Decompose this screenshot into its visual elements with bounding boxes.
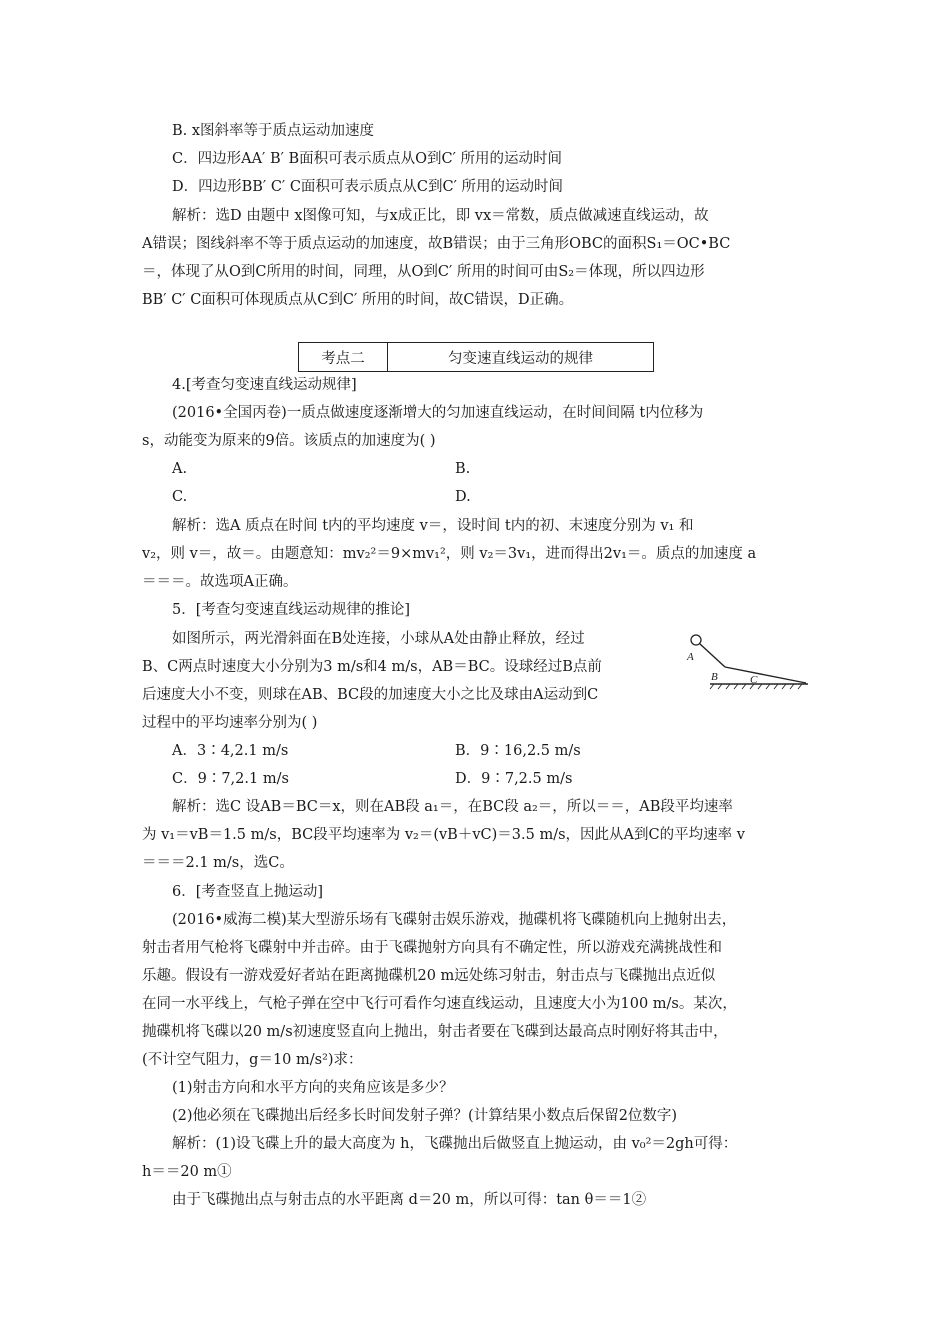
section-heading-box: [298, 342, 654, 372]
analysis-line: 解析：选A 质点在时间 t内的平均速度 v＝，设时间 t内的初、末速度分别为 v₁ 和: [172, 518, 694, 534]
analysis-line: 由于飞碟抛出点与射击点的水平距离 d＝20 m，所以可得：tan θ＝＝1②: [172, 1192, 647, 1208]
analysis-line: BB′ C′ C面积可体现质点从C到C′ 所用的时间，故C错误，D正确。: [142, 292, 574, 308]
question-stem: (不计空气阻力，g＝10 m/s²)求：: [142, 1052, 363, 1068]
sub-question-1: (1)射击方向和水平方向的夹角应该是多少？: [172, 1080, 454, 1096]
question-stem: 抛碟机将飞碟以20 m/s初速度竖直向上抛出，射击者要在飞碟到达最高点时刚好将其击中，: [142, 1024, 728, 1040]
option-d: D．9∶7,2.5 m/s: [455, 771, 573, 787]
question-stem: (2016•威海二模)某大型游乐场有飞碟射击娱乐游戏，抛碟机将飞碟随机向上抛射出去，: [172, 912, 737, 928]
option-d: D.: [455, 489, 471, 505]
question-stem: (2016•全国丙卷)一质点做速度逐渐增大的匀加速直线运动，在时间间隔 t内位移为: [172, 405, 704, 421]
incline-ab: [700, 644, 725, 667]
section-title: 匀变速直线运动的规律: [448, 350, 593, 367]
section-label: 考点二: [299, 343, 388, 371]
question-tag: 5．[考查匀变速直线运动规律的推论]: [172, 602, 411, 618]
incline-bc: [725, 667, 806, 683]
question-stem: B、C两点时速度大小分别为3 m/s和4 m/s，AB＝BC。设球经过B点前: [142, 659, 602, 675]
option-b: B.: [455, 461, 471, 477]
analysis-line: 解析：(1)设飞碟上升的最大高度为 h，飞碟抛出后做竖直上抛运动，由 v₀²＝2gh可得：: [172, 1136, 738, 1152]
question-tag: 6．[考查竖直上抛运动]: [172, 884, 324, 900]
question-stem: 过程中的平均速率分别为( ): [142, 715, 318, 731]
question-stem: 乐趣。假设有一游戏爱好者站在距离抛碟机20 m远处练习射击，射击点与飞碟抛出点近似: [142, 968, 716, 984]
question-stem: 后速度大小不变，则球在AB、BC段的加速度大小之比及球由A运动到C: [142, 687, 599, 703]
question-stem: 如图所示，两光滑斜面在B处连接，小球从A处由静止释放，经过: [172, 631, 585, 647]
label-a: A: [687, 651, 694, 663]
option-a: A.: [172, 461, 188, 477]
question-tag: 4.[考查匀变速直线运动规律]: [172, 377, 357, 393]
sub-question-2: (2)他必须在飞碟抛出后经多长时间发射子弹？(计算结果小数点后保留2位数字): [172, 1108, 678, 1124]
option-b: B．9∶16,2.5 m/s: [455, 743, 581, 759]
incline-figure: [680, 628, 810, 690]
question-stem: 射击者用气枪将飞碟射中并击碎。由于飞碟抛射方向具有不确定性，所以游戏充满挑战性和: [142, 940, 722, 956]
option-c: C．四边形AA′ B′ B面积可表示质点从O到C′ 所用的运动时间: [172, 151, 563, 167]
option-c: C．9∶7,2.1 m/s: [172, 771, 289, 787]
option-d: D．四边形BB′ C′ C面积可表示质点从C到C′ 所用的运动时间: [172, 179, 564, 195]
analysis-line: A错误；图线斜率不等于质点运动的加速度，故B错误；由于三角形OBC的面积S₁＝OC•BC: [142, 236, 731, 252]
label-c: C: [750, 674, 758, 686]
analysis-line: ＝＝＝2.1 m/s，选C。: [142, 855, 294, 871]
analysis-line: ＝＝＝。故选项A正确。: [142, 574, 298, 590]
analysis-line: v₂，则 v＝，故＝。由题意知：mv₂²＝9×mv₁²，则 v₂＝3v₁，进而得出2v₁＝。质点的加速度 a: [142, 546, 757, 562]
analysis-line: 解析：选D 由题中 x图像可知，与x成正比，即 vx＝常数，质点做减速直线运动，故: [172, 208, 709, 224]
option-c: C.: [172, 489, 188, 505]
question-stem: 在同一水平线上，气枪子弹在空中飞行可看作匀速直线运动，且速度大小为100 m/s。某次，: [142, 996, 737, 1012]
option-a: A．3∶4,2.1 m/s: [172, 743, 289, 759]
option-b: B. x图斜率等于质点运动加速度: [172, 123, 375, 139]
label-b: B: [711, 671, 718, 683]
analysis-line: 为 v₁＝vB＝1.5 m/s，BC段平均速率为 v₂＝(vB＋vC)＝3.5 m/s，因此从A到C的平均速率 v: [142, 827, 745, 843]
analysis-line: h＝＝20 m①: [142, 1164, 232, 1180]
ball: [691, 635, 701, 645]
analysis-line: ＝，体现了从O到C所用的时间，同理，从O到C′ 所用的时间可由S₂＝体现，所以四边形: [142, 264, 705, 280]
analysis-line: 解析：选C 设AB＝BC＝x，则在AB段 a₁＝，在BC段 a₂＝，所以＝＝，AB段平均速率: [172, 799, 733, 815]
question-stem: s，动能变为原来的9倍。该质点的加速度为( ): [142, 433, 436, 449]
